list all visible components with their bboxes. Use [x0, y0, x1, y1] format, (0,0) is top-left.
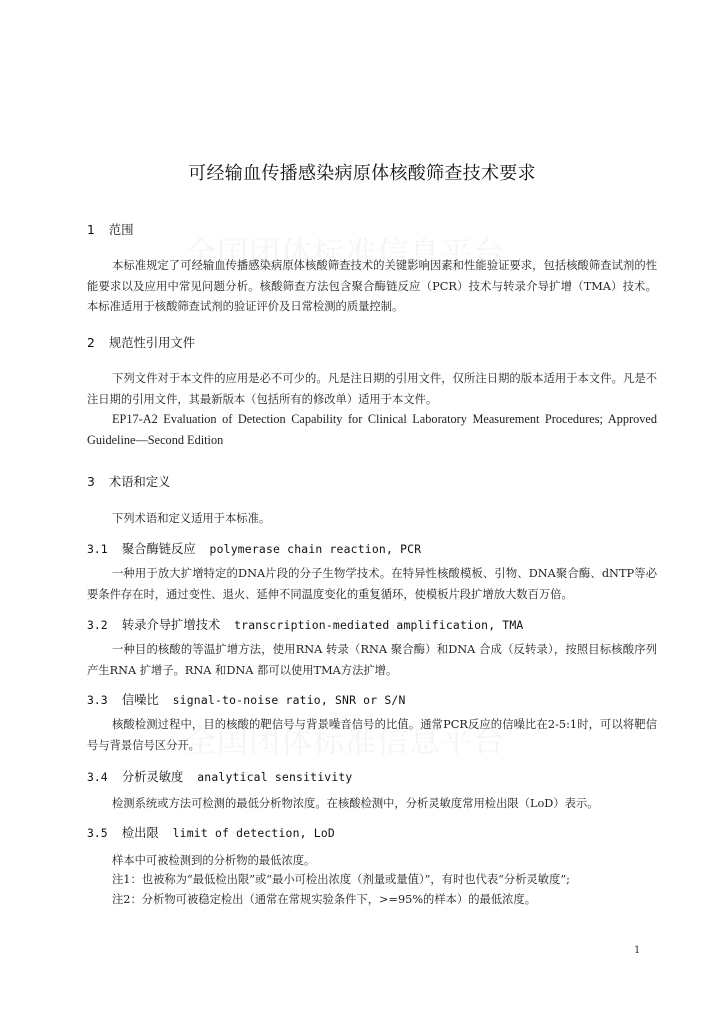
term-3-5-definition: 样本中可被检测到的分析物的最低浓度。 — [112, 854, 316, 867]
term-chinese: 信噪比 — [121, 693, 159, 707]
term-3-3-definition: 核酸检测过程中，目的核酸的靶信号与背景噪音信号的比值。通常PCR反应的信噪比在2-5:1时，可以将靶信号与背景信号区分开。 — [87, 718, 657, 752]
section-2-title: 规范性引用文件 — [108, 336, 196, 350]
section-3-number: 3 — [87, 475, 95, 489]
term-number: 3.4 — [87, 770, 108, 784]
section-3-intro: 下列术语和定义适用于本标准。 — [112, 512, 271, 525]
term-3-5-note-2: 注2：分析物可被稳定检出（通常在常规实验条件下，>=95%的样本）的最低浓度。 — [112, 893, 537, 906]
page-number: 1 — [634, 945, 641, 956]
term-chinese: 聚合酶链反应 — [121, 542, 196, 556]
term-3-5-heading — [87, 823, 335, 841]
term-3-3-heading — [87, 690, 406, 708]
section-1-title: 范围 — [108, 223, 134, 237]
term-3-1-heading — [87, 539, 421, 557]
section-2-heading — [87, 333, 195, 351]
section-3-heading — [87, 472, 170, 490]
term-3-4-definition: 检测系统或方法可检测的最低分析物浓度。在核酸检测中，分析灵敏度常用检出限（LoD）表示。 — [112, 797, 599, 810]
term-number: 3.2 — [87, 618, 108, 632]
term-chinese: 转录介导扩增技术 — [121, 618, 221, 632]
section-3-title: 术语和定义 — [108, 475, 171, 489]
term-english: transcription-mediated amplification, TMA — [234, 618, 524, 632]
term-3-2-heading — [87, 615, 523, 633]
section-1-number: 1 — [87, 223, 95, 237]
term-number: 3.1 — [87, 542, 108, 556]
term-number: 3.5 — [87, 826, 108, 840]
section-1-heading — [87, 220, 134, 238]
term-chinese: 检出限 — [121, 826, 159, 840]
term-english: limit of detection, LoD — [172, 826, 335, 840]
section-1-paragraph: 本标准规定了可经输血传播感染病原体核酸筛查技术的关键影响因素和性能验证要求，包括核酸筛查试剂的性能要求以及应用中常见问题分析。核酸筛查方法包含聚合酶链反应（PCR）技术与转录介导扩增（TMA）技术。本标准适用于核酸筛查试剂的验证评价及日常检测的质量控制。 — [87, 259, 657, 313]
normative-reference: EP17-A2 Evaluation of Detection Capability for Clinical Laboratory Measurement Procedures; Approved Guideline—Second Edition — [87, 412, 657, 447]
document-title: 可经输血传播感染病原体核酸筛查技术要求 — [188, 163, 536, 184]
term-3-4-heading — [87, 767, 353, 785]
term-3-2-definition: 一种目的核酸的等温扩增方法，使用RNA 转录（RNA 聚合酶）和DNA 合成（反转录），按照目标核酸序列产生RNA 扩增子。RNA 和DNA 都可以使用TMA方法扩增。 — [87, 643, 657, 677]
term-3-5-note-1: 注1：也被称为“最低检出限”或“最小可检出浓度（剂量或量值）”，有时也代表“分析灵敏度”; — [112, 873, 570, 886]
term-number: 3.3 — [87, 693, 108, 707]
section-2-number: 2 — [87, 336, 95, 350]
term-english: signal-to-noise ratio, SNR or S/N — [172, 693, 406, 707]
section-2-paragraph: 下列文件对于本文件的应用是必不可少的。凡是注日期的引用文件，仅所注日期的版本适用于本文件。凡是不注日期的引用文件，其最新版本（包括所有的修改单）适用于本文件。 — [87, 372, 657, 406]
term-3-1-definition: 一种用于放大扩增特定的DNA片段的分子生物学技术。在特异性核酸模板、引物、DNA聚合酶、dNTP等必要条件存在时，通过变性、退火、延伸不同温度变化的重复循环，使模板片段扩增放大数百万倍。 — [87, 567, 657, 601]
term-english: polymerase chain reaction, PCR — [209, 542, 422, 556]
term-english: analytical sensitivity — [197, 770, 353, 784]
term-chinese: 分析灵敏度 — [121, 770, 184, 784]
